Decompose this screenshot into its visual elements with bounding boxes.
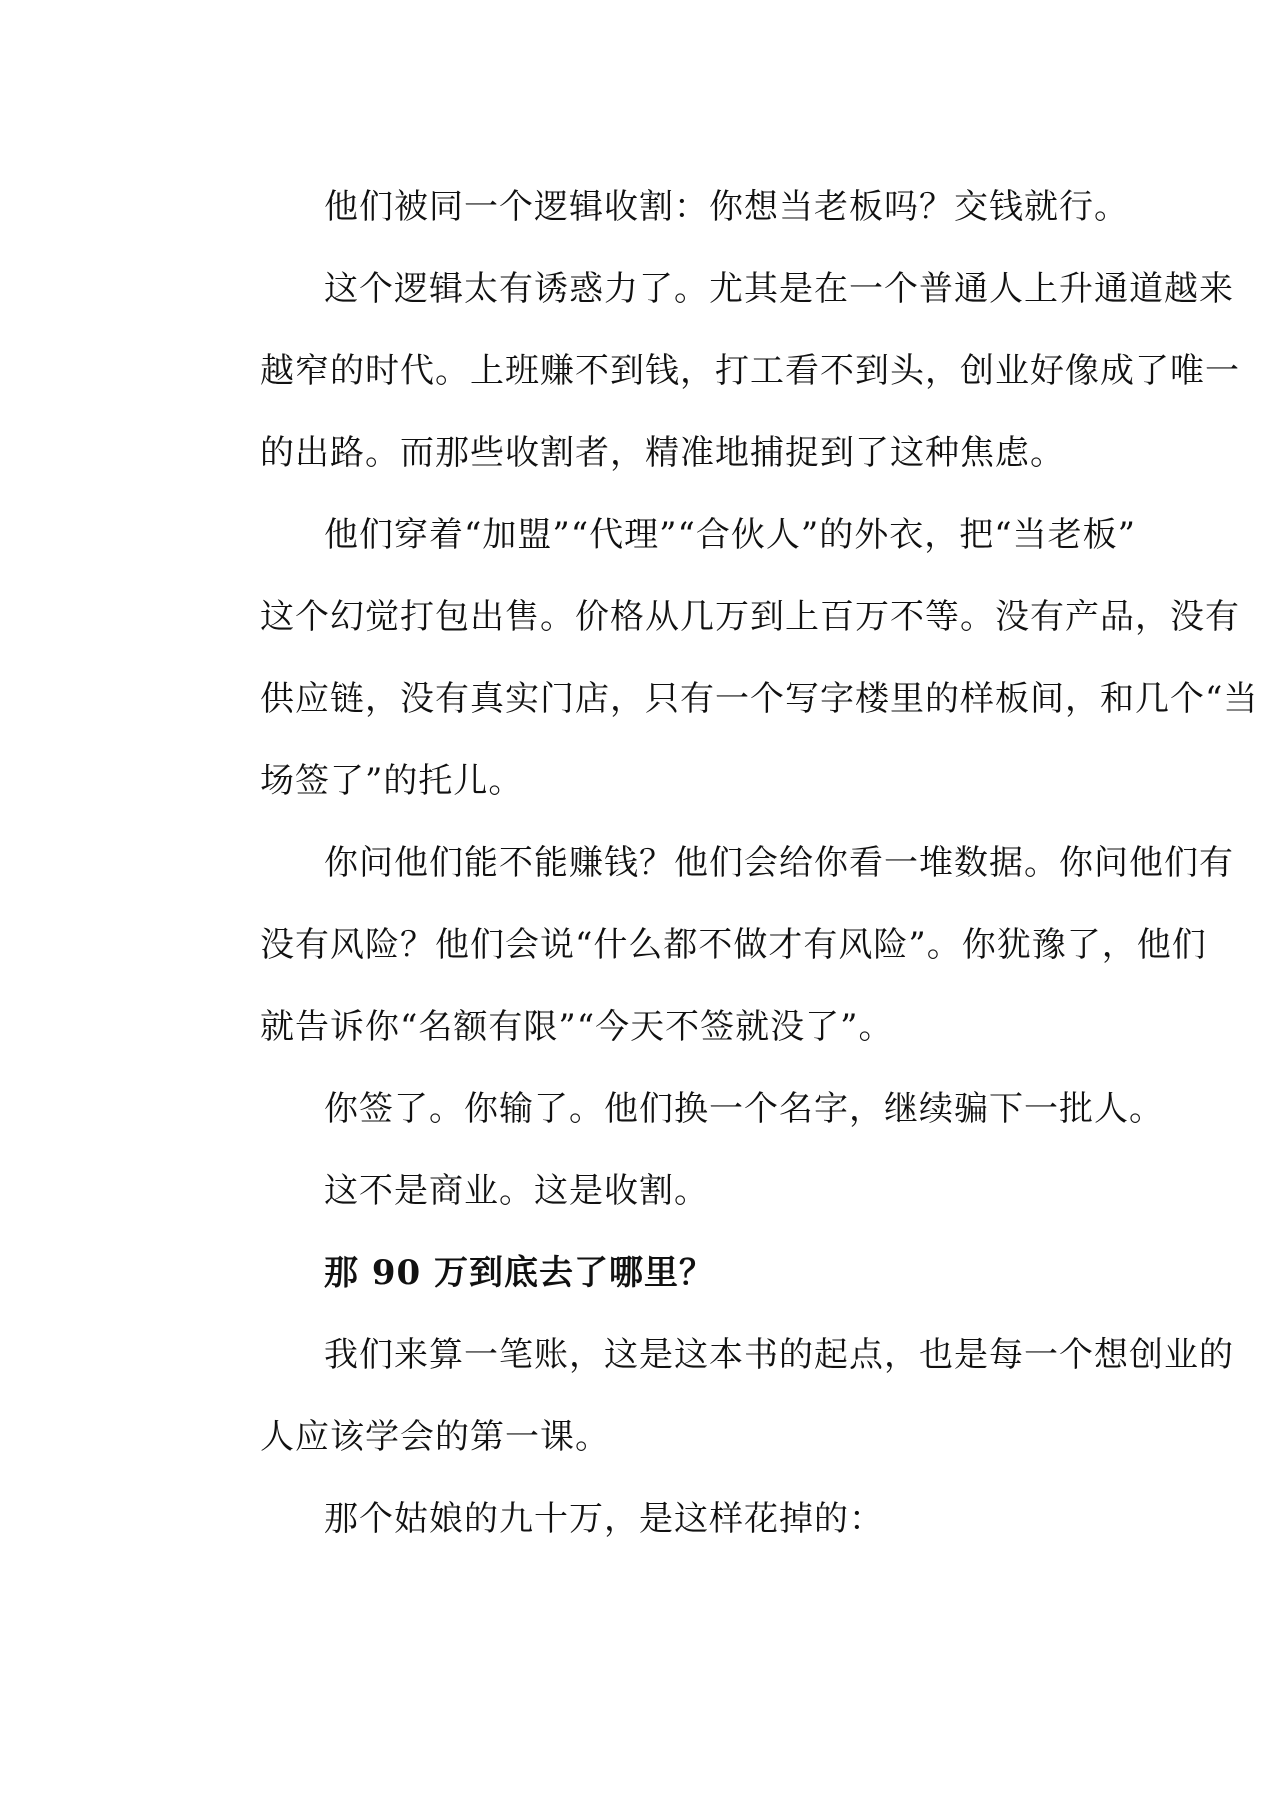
text-line: 就告诉你“名额有限”“今天不签就没了”。 <box>260 1007 894 1047</box>
text-line: 那个姑娘的九十万，是这样花掉的： <box>324 1499 884 1539</box>
paragraph-1 <box>192 166 1129 248</box>
paragraph-9 <box>192 1478 1082 1560</box>
paragraph-5 <box>192 1068 1164 1150</box>
text-line: 场签了”的托儿。 <box>260 761 524 801</box>
text-line: 供应链，没有真实门店，只有一个写字楼里的样板间，和几个“当 <box>260 679 1259 719</box>
text-line: 的出路。而那些收割者，精准地捕捉到了这种焦虑。 <box>260 433 1065 473</box>
text-line: 这个幻觉打包出售。价格从几万到上百万不等。没有产品，没有 <box>260 597 1240 637</box>
text-line: 人应该学会的第一课。 <box>260 1417 610 1457</box>
paragraph-6 <box>192 1150 1082 1232</box>
text-line: 没有风险？他们会说“什么都不做才有风险”。你犹豫了，他们 <box>260 925 1207 965</box>
heading-line: 那 90 万到底去了哪里？ <box>324 1253 714 1293</box>
text-line: 这不是商业。这是收割。 <box>324 1171 709 1211</box>
document-body <box>192 166 1259 1560</box>
text-line: 我们来算一笔账，这是这本书的起点，也是每一个想创业的 <box>324 1335 1234 1375</box>
paragraph-3 <box>192 494 1259 822</box>
text-line: 这个逻辑太有诱惑力了。尤其是在一个普通人上升通道越来 <box>324 269 1234 309</box>
text-line: 他们被同一个逻辑收割：你想当老板吗？交钱就行。 <box>324 187 1129 227</box>
text-line: 你问他们能不能赚钱？他们会给你看一堆数据。你问他们有 <box>324 843 1234 883</box>
paragraph-2 <box>192 248 1240 494</box>
section-heading <box>192 1232 1082 1314</box>
paragraph-4 <box>192 822 1234 1068</box>
text-line: 你签了。你输了。他们换一个名字，继续骗下一批人。 <box>324 1089 1164 1129</box>
paragraph-8 <box>192 1314 1234 1478</box>
text-line: 越窄的时代。上班赚不到钱，打工看不到头，创业好像成了唯一 <box>260 351 1240 391</box>
text-line: 他们穿着“加盟”“代理”“合伙人”的外衣，把“当老板” <box>324 515 1137 555</box>
